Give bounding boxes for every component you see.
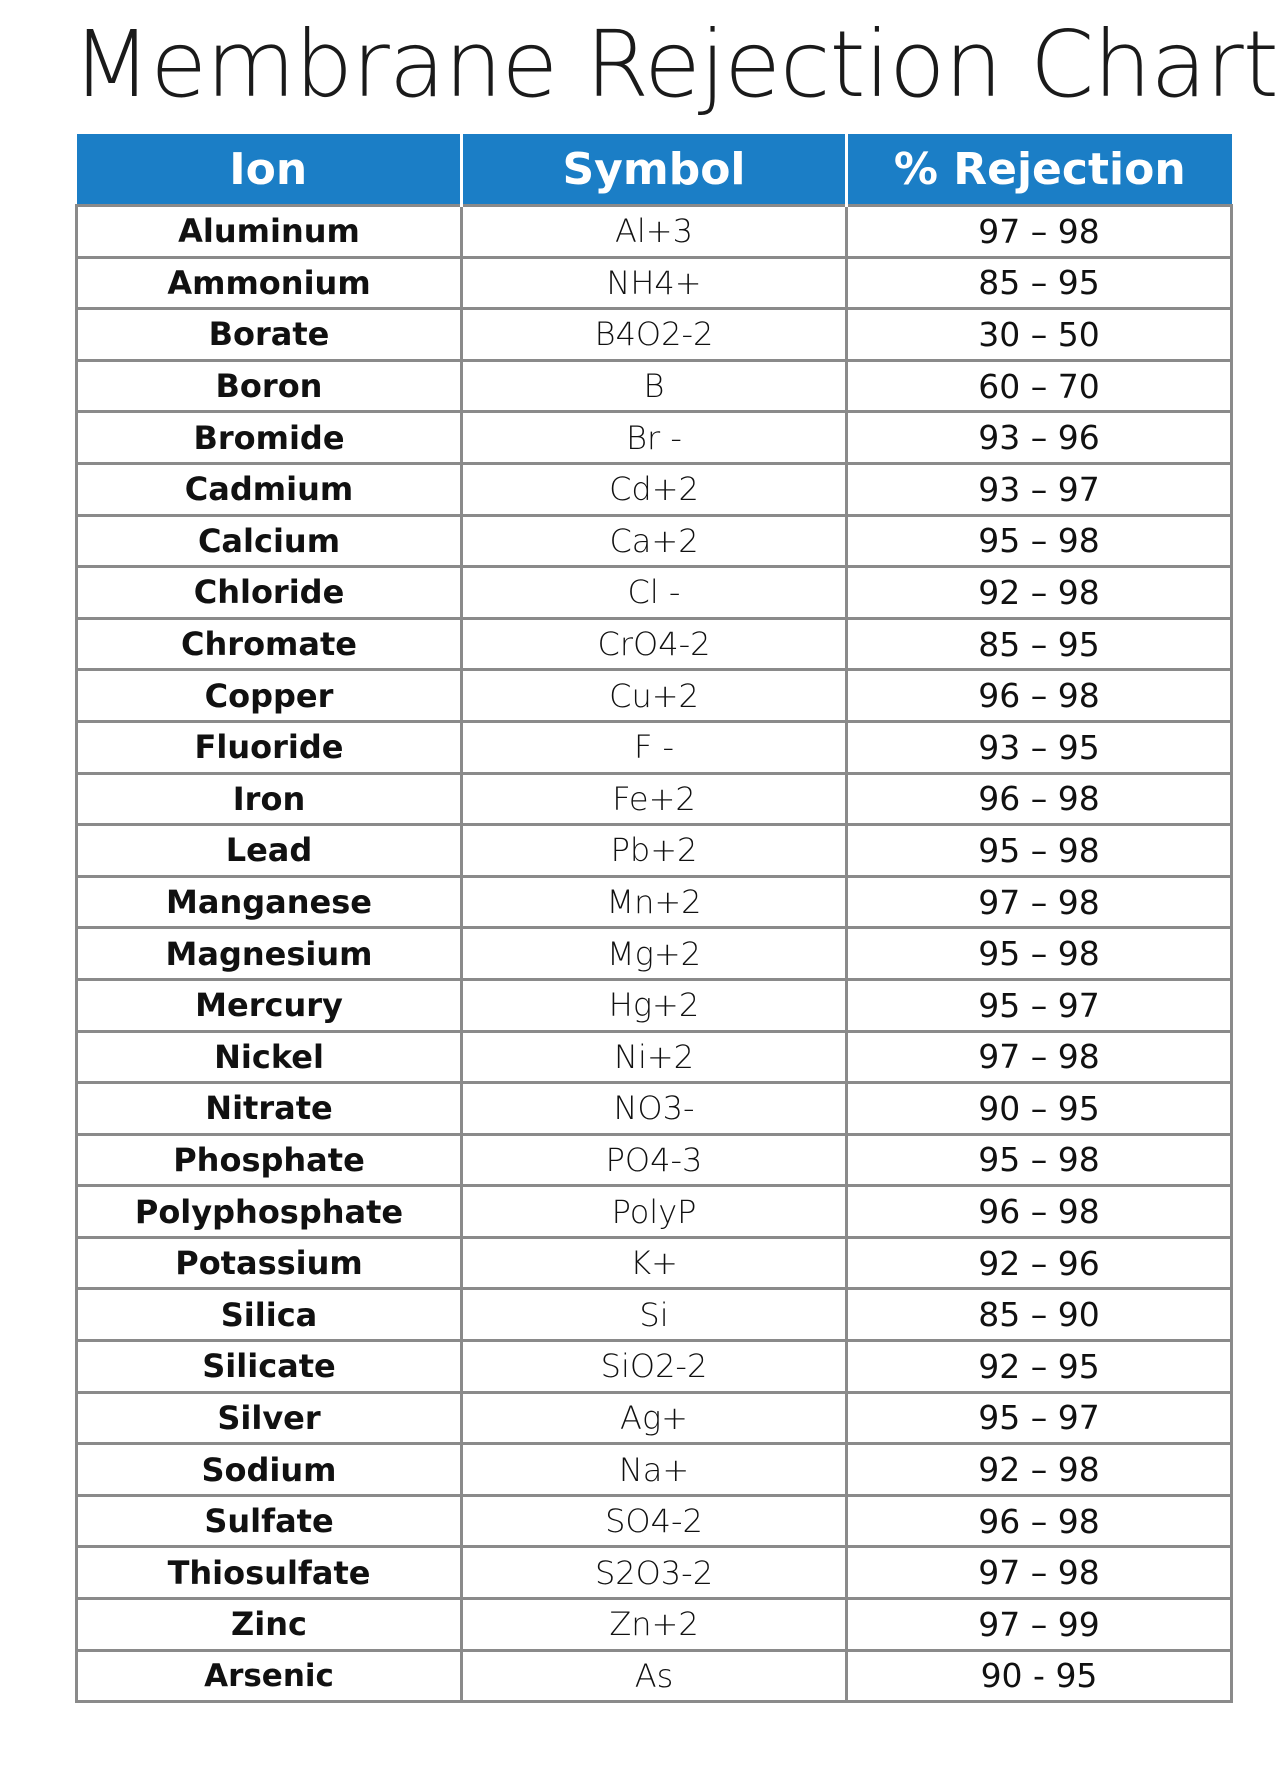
rejection-table — [75, 134, 1233, 1703]
rejection-cell: 96 – 98 — [847, 773, 1232, 825]
symbol-cell: PolyP — [462, 1186, 847, 1238]
symbol-cell: NH4+ — [462, 257, 847, 309]
table-row — [77, 515, 1232, 567]
ion-cell: Borate — [77, 309, 462, 361]
rejection-cell: 95 – 98 — [847, 928, 1232, 980]
rejection-cell: 96 – 98 — [847, 670, 1232, 722]
table-row — [77, 567, 1232, 619]
symbol-cell: As — [462, 1650, 847, 1702]
ion-cell: Boron — [77, 360, 462, 412]
symbol-cell: Si — [462, 1289, 847, 1341]
table-row — [77, 463, 1232, 515]
ion-cell: Bromide — [77, 412, 462, 464]
symbol-cell: SO4-2 — [462, 1495, 847, 1547]
rejection-cell: 92 – 98 — [847, 567, 1232, 619]
symbol-cell: Hg+2 — [462, 979, 847, 1031]
rejection-cell: 85 – 90 — [847, 1289, 1232, 1341]
ion-cell: Fluoride — [77, 721, 462, 773]
rejection-cell: 90 - 95 — [847, 1650, 1232, 1702]
symbol-cell: S2O3-2 — [462, 1547, 847, 1599]
rejection-cell: 90 – 95 — [847, 1083, 1232, 1135]
ion-cell: Mercury — [77, 979, 462, 1031]
table-row — [77, 360, 1232, 412]
table-row — [77, 773, 1232, 825]
ion-cell: Sodium — [77, 1444, 462, 1496]
ion-cell: Arsenic — [77, 1650, 462, 1702]
rejection-cell: 97 – 98 — [847, 206, 1232, 258]
symbol-cell: Zn+2 — [462, 1599, 847, 1651]
symbol-cell: Na+ — [462, 1444, 847, 1496]
rejection-cell: 97 – 98 — [847, 1031, 1232, 1083]
rejection-cell: 97 – 99 — [847, 1599, 1232, 1651]
symbol-cell: Mg+2 — [462, 928, 847, 980]
symbol-cell: Cu+2 — [462, 670, 847, 722]
table-row — [77, 1134, 1232, 1186]
ion-cell: Silver — [77, 1392, 462, 1444]
header-row — [77, 134, 1232, 206]
table-row — [77, 1341, 1232, 1393]
ion-cell: Potassium — [77, 1237, 462, 1289]
ion-cell: Magnesium — [77, 928, 462, 980]
rejection-cell: 85 – 95 — [847, 257, 1232, 309]
symbol-cell: Cl - — [462, 567, 847, 619]
ion-cell: Ammonium — [77, 257, 462, 309]
table-row — [77, 1031, 1232, 1083]
rejection-cell: 92 – 95 — [847, 1341, 1232, 1393]
ion-cell: Chloride — [77, 567, 462, 619]
table-header — [77, 134, 1232, 206]
table-row — [77, 825, 1232, 877]
ion-cell: Copper — [77, 670, 462, 722]
symbol-cell: Pb+2 — [462, 825, 847, 877]
ion-cell: Silica — [77, 1289, 462, 1341]
table-row — [77, 618, 1232, 670]
rejection-cell: 97 – 98 — [847, 876, 1232, 928]
rejection-cell: 96 – 98 — [847, 1495, 1232, 1547]
table-row — [77, 1650, 1232, 1702]
symbol-cell: CrO4-2 — [462, 618, 847, 670]
ion-cell: Chromate — [77, 618, 462, 670]
rejection-cell: 96 – 98 — [847, 1186, 1232, 1238]
table-row — [77, 1186, 1232, 1238]
table-row — [77, 309, 1232, 361]
ion-cell: Cadmium — [77, 463, 462, 515]
ion-cell: Iron — [77, 773, 462, 825]
table-row — [77, 1599, 1232, 1651]
header-rejection: % Rejection — [847, 134, 1232, 206]
table-body — [77, 206, 1232, 1702]
symbol-cell: PO4-3 — [462, 1134, 847, 1186]
ion-cell: Zinc — [77, 1599, 462, 1651]
table-row — [77, 928, 1232, 980]
rejection-cell: 95 – 97 — [847, 979, 1232, 1031]
rejection-cell: 92 – 98 — [847, 1444, 1232, 1496]
ion-cell: Polyphosphate — [77, 1186, 462, 1238]
rejection-cell: 95 – 98 — [847, 825, 1232, 877]
ion-cell: Calcium — [77, 515, 462, 567]
table-row — [77, 979, 1232, 1031]
symbol-cell: Ni+2 — [462, 1031, 847, 1083]
ion-cell: Nitrate — [77, 1083, 462, 1135]
ion-cell: Nickel — [77, 1031, 462, 1083]
rejection-cell: 30 – 50 — [847, 309, 1232, 361]
table-row — [77, 670, 1232, 722]
symbol-cell: Br - — [462, 412, 847, 464]
table-row — [77, 257, 1232, 309]
rejection-cell: 95 – 98 — [847, 515, 1232, 567]
rejection-cell: 60 – 70 — [847, 360, 1232, 412]
ion-cell: Thiosulfate — [77, 1547, 462, 1599]
symbol-cell: Mn+2 — [462, 876, 847, 928]
symbol-cell: Ca+2 — [462, 515, 847, 567]
symbol-cell: Ag+ — [462, 1392, 847, 1444]
symbol-cell: Fe+2 — [462, 773, 847, 825]
rejection-cell: 93 – 95 — [847, 721, 1232, 773]
ion-cell: Phosphate — [77, 1134, 462, 1186]
rejection-cell: 92 – 96 — [847, 1237, 1232, 1289]
table-row — [77, 721, 1232, 773]
ion-cell: Sulfate — [77, 1495, 462, 1547]
rejection-cell: 97 – 98 — [847, 1547, 1232, 1599]
table-row — [77, 1237, 1232, 1289]
symbol-cell: F - — [462, 721, 847, 773]
symbol-cell: Cd+2 — [462, 463, 847, 515]
symbol-cell: B4O2-2 — [462, 309, 847, 361]
table-row — [77, 412, 1232, 464]
table-row — [77, 1083, 1232, 1135]
ion-cell: Silicate — [77, 1341, 462, 1393]
table-row — [77, 206, 1232, 258]
rejection-cell: 93 – 97 — [847, 463, 1232, 515]
table-row — [77, 1392, 1232, 1444]
header-ion: Ion — [77, 134, 462, 206]
table-row — [77, 1495, 1232, 1547]
rejection-cell: 95 – 97 — [847, 1392, 1232, 1444]
symbol-cell: NO3- — [462, 1083, 847, 1135]
rejection-cell: 95 – 98 — [847, 1134, 1232, 1186]
rejection-cell: 93 – 96 — [847, 412, 1232, 464]
table-row — [77, 1444, 1232, 1496]
ion-cell: Aluminum — [77, 206, 462, 258]
symbol-cell: K+ — [462, 1237, 847, 1289]
page-title: Membrane Rejection Chart — [72, 11, 1278, 118]
ion-cell: Manganese — [77, 876, 462, 928]
table-row — [77, 876, 1232, 928]
rejection-cell: 85 – 95 — [847, 618, 1232, 670]
table-row — [77, 1547, 1232, 1599]
symbol-cell: Al+3 — [462, 206, 847, 258]
table-row — [77, 1289, 1232, 1341]
header-symbol: Symbol — [462, 134, 847, 206]
symbol-cell: B — [462, 360, 847, 412]
ion-cell: Lead — [77, 825, 462, 877]
symbol-cell: SiO2-2 — [462, 1341, 847, 1393]
